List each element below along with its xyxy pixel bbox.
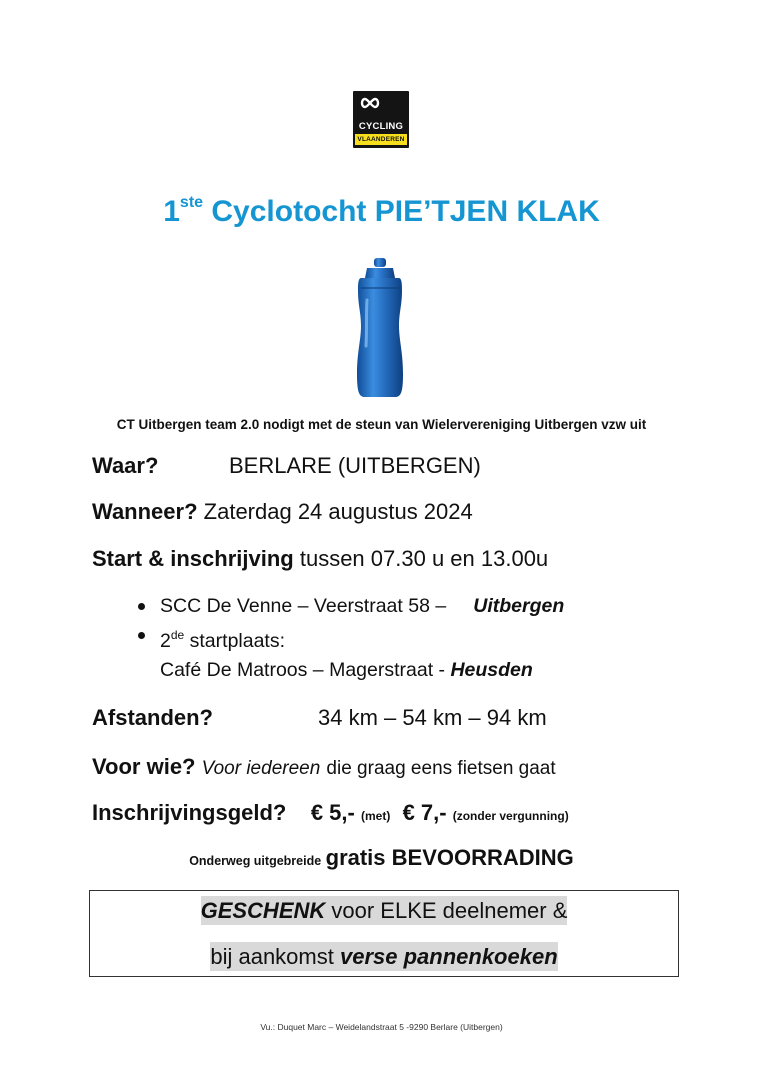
geschenk-line-1 [90, 896, 678, 926]
bevoorrading-line [0, 845, 763, 871]
voorwie-label: Voor wie? [92, 754, 196, 779]
startplaats-2-superscript: de [170, 628, 185, 642]
title-main: Cyclotocht PIE’TJEN KLAK [211, 195, 600, 228]
bullet-icon [138, 603, 145, 610]
start-value: tussen 07.30 u en 13.00u [299, 546, 549, 571]
afstanden-value: 34 km – 54 km – 94 km [318, 705, 547, 730]
geld-label: Inschrijvingsgeld? [92, 800, 287, 825]
logo-text-cycling: CYCLING [358, 121, 404, 132]
startplaats-2-place: Heusden [450, 659, 533, 681]
voorwie-row [92, 753, 556, 783]
aankomst-prefix: bij aankomst [210, 944, 334, 969]
geschenk-box [89, 890, 679, 977]
voorwie-italic: Voor iedereen [201, 758, 321, 779]
list-item [132, 621, 564, 685]
geschenk-bold: GESCHENK [200, 898, 326, 923]
bevoorrading-large: gratis BEVOORRADING [325, 845, 574, 870]
aankomst-bold: verse pannenkoeken [339, 944, 558, 969]
start-label: Start & inschrijving [92, 546, 294, 571]
wanneer-label: Wanneer? [92, 499, 198, 524]
afstanden-label: Afstanden? [92, 705, 213, 730]
startplaats-2-address: Café De Matroos – Magerstraat - [160, 659, 446, 681]
startplaats-1-place: Uitbergen [473, 595, 565, 617]
bevoorrading-small: Onderweg uitgebreide [189, 854, 322, 868]
wanneer-row [92, 498, 473, 526]
note-met: (met) [360, 809, 391, 823]
infinity-icon [359, 96, 381, 110]
geschenk-rest: voor ELKE deelnemer & [331, 898, 568, 923]
waar-label: Waar? [92, 453, 159, 478]
waar-value: BERLARE (UITBERGEN) [229, 453, 481, 478]
afstanden-row [92, 704, 547, 732]
bullet-icon [138, 632, 145, 639]
startplaats-1-text: SCC De Venne – Veerstraat 58 – [160, 595, 447, 617]
note-zonder: (zonder vergunning) [452, 809, 569, 823]
voorwie-rest: die graag eens fietsen gaat [326, 758, 556, 779]
water-bottle-icon [345, 256, 415, 401]
startplaatsen-list [132, 592, 564, 685]
cycling-vlaanderen-logo [353, 91, 409, 148]
waar-row [92, 452, 481, 480]
geschenk-line-2 [90, 942, 678, 972]
price-met: € 5,- [310, 800, 355, 825]
logo-text-vlaanderen: VLAANDEREN [355, 134, 407, 145]
wanneer-value: Zaterdag 24 augustus 2024 [203, 499, 473, 524]
inschrijvingsgeld-row [92, 799, 569, 830]
startplaats-2-text: startplaats: [189, 630, 286, 652]
startplaats-2-number: 2 [160, 630, 171, 652]
start-row [92, 545, 548, 573]
intro-text: CT Uitbergen team 2.0 nodigt met de steun van Wielervereniging Uitbergen vzw uit [116, 417, 647, 432]
price-zonder: € 7,- [402, 800, 447, 825]
footer-vu: Vu.: Duquet Marc – Weidelandstraat 5 -9290 Berlare (Uitbergen) [260, 1022, 503, 1032]
list-item [132, 592, 564, 621]
title-number: 1 [163, 195, 180, 228]
title-superscript: ste [179, 194, 204, 211]
page-title [0, 194, 763, 229]
